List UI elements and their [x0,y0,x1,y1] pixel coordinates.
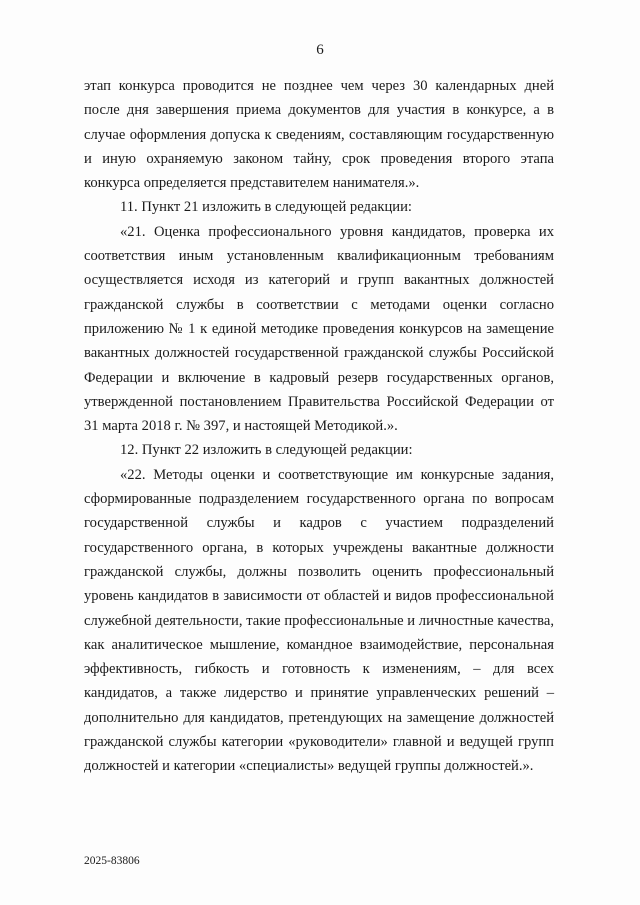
paragraph-clause-22: «22. Методы оценки и соответствующие им конкурсные задания, сформированные подразделением государственного органа по вопросам государственной службы и кадров с участием подразделений государственного органа, в которых учреждены вакантные должности гражданской службы, должны позволить оценить профессиональный уровень кандидатов в зависимости от областей и видов профессиональной служебной деятельности, такие профессиональные и личностные качества, как аналитическое мышление, командное взаимодействие, персональная эффективность, гибкость и готовность к изменениям, – для всех кандидатов, а также лидерство и принятие управленческих решений – дополнительно для кандидатов, претендующих на замещение должностей гражданской службы категории «руководители» главной и ведущей групп должностей и категории «специалисты» ведущей группы должностей.». [84,466,554,775]
paragraph-continuation: этап конкурса проводится не позднее чем через 30 календарных дней после дня завершения приема документов для участия в конкурсе, а в случае оформления допуска к сведениям, составляющим государственную и иную охраняемую законом тайну, срок проведения второго этапа конкурса определяется представителем нанимателя.». [84,78,554,192]
paragraph-clause-21: «21. Оценка профессионального уровня кандидатов, проверка их соответствия иным установленным квалификационным требованиям осуществляется исходя из категорий и групп вакантных должностей гражданской службы в соответствии с методами оценки согласно приложению № 1 к единой методике проведения конкурсов на замещение вакантных должностей государственной гражданской службы Российской Федерации и включение в кадровый резерв государственных органов, утвержденной постановлением Правительства Российской Федерации от 31 марта 2018 г. № 397, и настоящей Методикой.». [84,223,554,435]
paragraph-item-11: 11. Пункт 21 изложить в следующей редакции: [120,199,412,216]
document-body [84,74,554,779]
page-number: 6 [316,42,324,58]
document-code: 2025-83806 [84,855,140,867]
paragraph-item-12: 12. Пункт 22 изложить в следующей редакции: [120,442,413,459]
